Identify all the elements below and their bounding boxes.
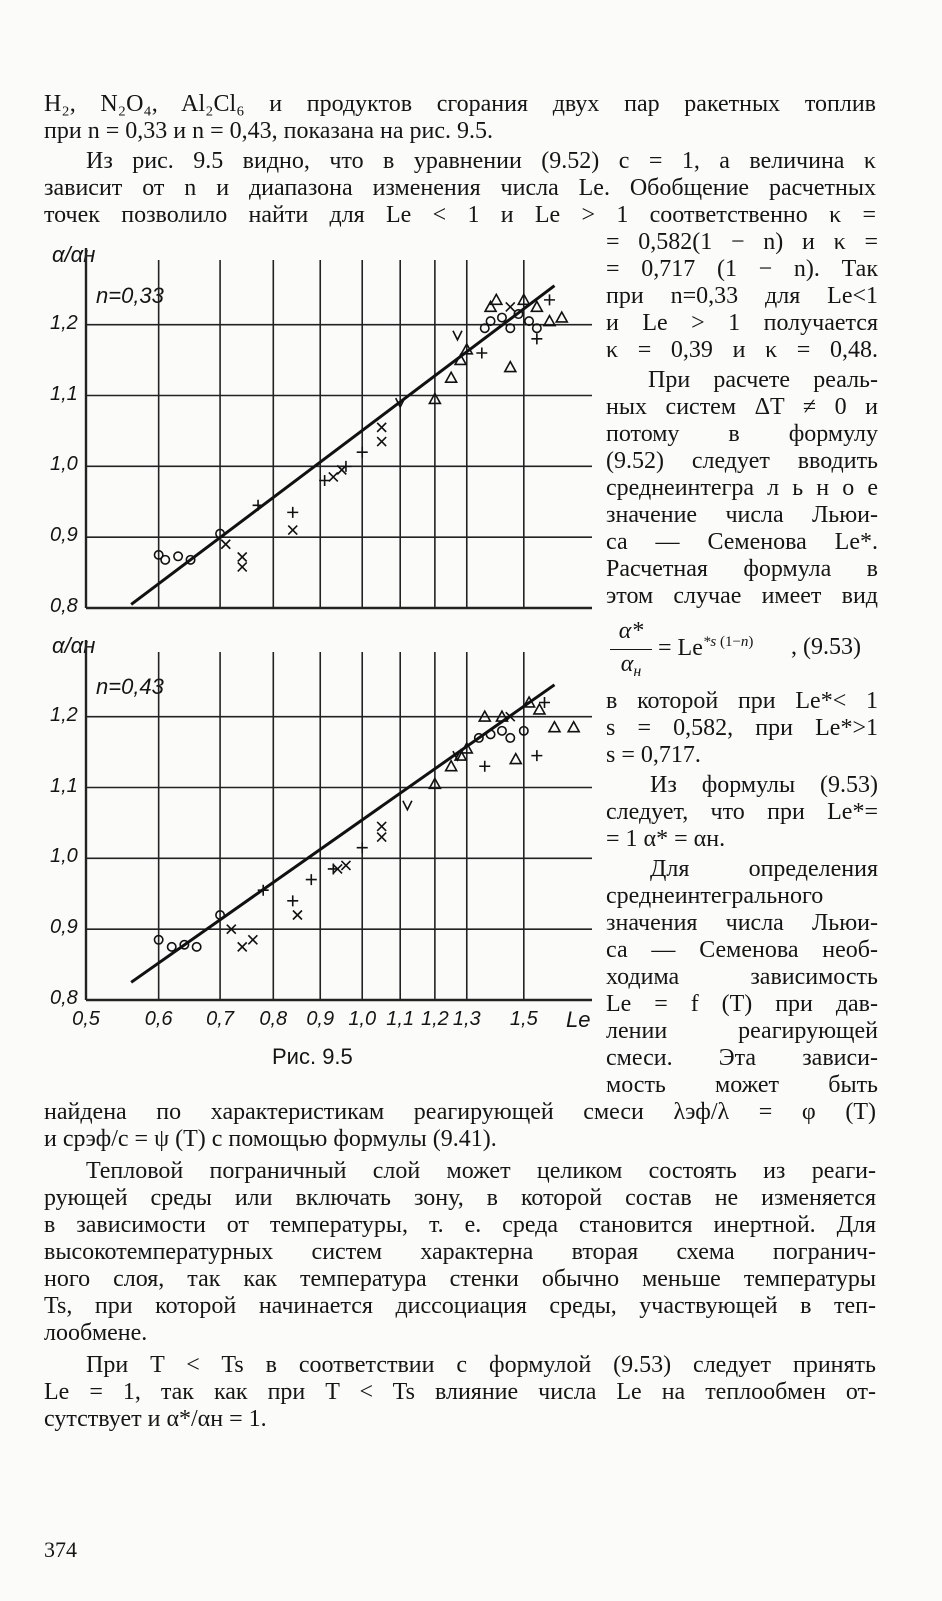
data-point-triangle [549,722,560,732]
data-point-plus [531,333,542,344]
y-axis-label-bottom: α/αн [52,633,96,658]
y-tick-label: 1,2 [50,703,78,726]
data-point-vee [453,331,462,340]
data-point-plus [479,761,490,772]
data-point-circle [174,552,182,560]
data-point-cross [288,526,297,535]
x-tick-label: 1,2 [420,1008,449,1030]
text-line: ных систем ΔT ≠ 0 и [606,394,878,420]
text-line: высокотемпературных систем характерна вторая схема погранич- [44,1239,876,1265]
data-point-triangle [534,704,545,714]
data-point-cross [221,540,230,549]
data-point-plus [253,500,264,511]
data-point-circle [161,556,169,564]
text-line: потому в формулу [606,421,878,447]
text-line: мость может быть [606,1072,878,1098]
text-line: в зависимости от температуры, т. е. среда становится инертной. Для [44,1212,876,1238]
text-line: Le = 1, так как при T < Ts влияние числа Le на теплообмен от- [44,1379,876,1405]
text-line: зависит от n и диапазона изменения числа Le. Обобщение расчетных [44,175,876,201]
y-tick-label: 1,1 [50,774,78,797]
y-tick-label: 0,9 [50,916,78,939]
text-line: лении реагирующей [606,1018,878,1044]
text-line: в которой при Le*< 1 [606,688,878,714]
data-point-triangle [505,362,516,372]
text-line: Le = f (T) при дав- [606,991,878,1017]
x-tick-label: 0,7 [206,1008,234,1030]
data-point-cross [341,861,350,870]
data-point-vee [403,801,412,810]
text-line: H₂, N₂O₄, Al₂Cl₆ и продуктов сгорания двух пар ракетных топлив [44,91,876,117]
y-axis-label-top: α/αн [52,242,96,267]
data-point-plus [287,507,298,518]
text-line: s = 0,582, при Le*>1 [606,715,878,741]
data-point-circle [192,943,200,951]
data-point-cross [238,942,247,951]
data-point-plus [357,842,368,853]
formula-9-53: α* $\alpha_н$ = $Le^{*s (1-n)}$ , (9.53) [608,618,880,680]
text-line: значения числа Льюи- [606,910,878,936]
data-point-plus [328,863,339,874]
data-point-cross [377,833,386,842]
data-point-triangle [446,372,457,382]
data-point-plus [476,348,487,359]
data-point-cross [238,553,247,562]
text-line: κ = 0,39 и κ = 0,48. [606,337,878,363]
x-axis-label: Le [566,1007,591,1032]
y-tick-label: 1,0 [50,453,78,476]
data-point-circle [168,943,176,951]
data-point-triangle [491,294,502,304]
data-point-triangle [485,301,496,311]
text-line: при n=0,33 для Le<1 [606,283,878,309]
y-tick-label: 1,2 [50,311,78,334]
data-point-cross [377,437,386,446]
page-number: 374 [44,1537,77,1562]
text-line: смеси. Эта зависи- [606,1045,878,1071]
data-point-plus [544,294,555,305]
data-point-cross [248,935,257,944]
text-line: са — Семенова Le*. [606,529,878,555]
y-tick-label: 1,1 [50,382,78,405]
text-line: сутствует и α*/αн = 1. [44,1406,267,1432]
data-point-circle [498,727,506,735]
text-line: са — Семенова необ- [606,937,878,963]
x-tick-label: 1,5 [509,1008,538,1030]
text-line: При расчете реаль- [648,367,878,393]
x-tick-label: 0,9 [306,1008,335,1030]
data-point-cross [293,911,302,920]
x-tick-label: 1,1 [386,1008,415,1030]
text-line: и cpэф/c = ψ (T) с помощью формулы (9.41). [44,1126,497,1152]
data-point-circle [498,313,506,321]
text-line: точек позволило найти для Le < 1 и Le > 1 соответственно κ = [44,202,876,228]
text-line: ного слоя, так как температура стенки обычно меньше температуры [44,1266,876,1292]
data-point-cross [506,302,515,311]
text-line: среднеинтегра л ь н о е [606,475,878,501]
text-line: Для определения [650,856,878,882]
x-tick-label: 0,8 [259,1008,288,1030]
data-point-cross [377,423,386,432]
text-line: следует, что при Le*= [606,799,878,825]
figure-caption: Рис. 9.5 [272,1044,353,1069]
fit-line [131,286,554,605]
text-line: = 1 α* = αн. [606,826,726,852]
data-point-cross [377,822,386,831]
text-line: s = 0,717. [606,742,701,768]
text-line: Из рис. 9.5 видно, что в уравнении (9.52) c = 1, а величина κ [86,148,876,174]
x-tick-label: 0,6 [144,1008,173,1030]
text-line: среднеинтегрального [606,883,824,909]
text-line: (9.52) следует вводить [606,448,878,474]
data-point-cross [329,472,338,481]
text-line: Из формулы (9.53) [650,772,878,798]
text-line: при n = 0,33 и n = 0,43, показана на рис. 9.5. [44,118,494,144]
data-point-triangle [510,754,521,764]
y-tick-label: 0,9 [50,524,78,547]
data-point-plus [357,447,368,458]
data-point-plus [287,895,298,906]
text-line: = 0,582(1 − n) и κ = [606,229,878,255]
y-tick-label: 0,8 [50,987,78,1009]
x-tick-label: 1,3 [452,1008,481,1030]
text-line: Расчетная формула в [606,556,878,582]
text-line: найдена по характеристикам реагирующей смеси λэф/λ = φ (T) [44,1099,876,1125]
data-point-triangle [446,761,457,771]
data-point-circle [506,734,514,742]
formula-number: , (9.53) [791,634,861,660]
data-point-cross [238,562,247,571]
text-line: рующей среды или включать зону, в которой состав не изменяется [44,1185,876,1211]
data-point-plus [306,874,317,885]
text-line: ходима зависимость [606,964,878,990]
panel-label-top: n=0,33 [96,283,164,308]
text-line: лообмене. [44,1320,148,1346]
text-line: Ts, при которой начинается диссоциация среды, участвующей в теп- [44,1293,876,1319]
text-line: = 0,717 (1 − n). Так [606,256,878,282]
text-line: и Le > 1 получается [606,310,878,336]
text-line: значение числа Льюи- [606,502,878,528]
data-point-triangle [556,312,567,322]
y-tick-label: 1,0 [50,845,78,868]
x-tick-label: 0,5 [72,1008,100,1030]
text-line: этом случае имеет вид [606,583,878,609]
text-line: Тепловой пограничный слой может целиком состоять из реаги- [86,1158,876,1184]
y-tick-label: 0,8 [50,595,78,617]
x-tick-label: 1,0 [348,1008,377,1030]
panel-label-bottom: n=0,43 [96,674,164,699]
data-point-plus [531,750,542,761]
data-point-triangle [568,722,579,732]
text-line: При T < Ts в соответствии с формулой (9.53) следует принять [86,1352,876,1378]
